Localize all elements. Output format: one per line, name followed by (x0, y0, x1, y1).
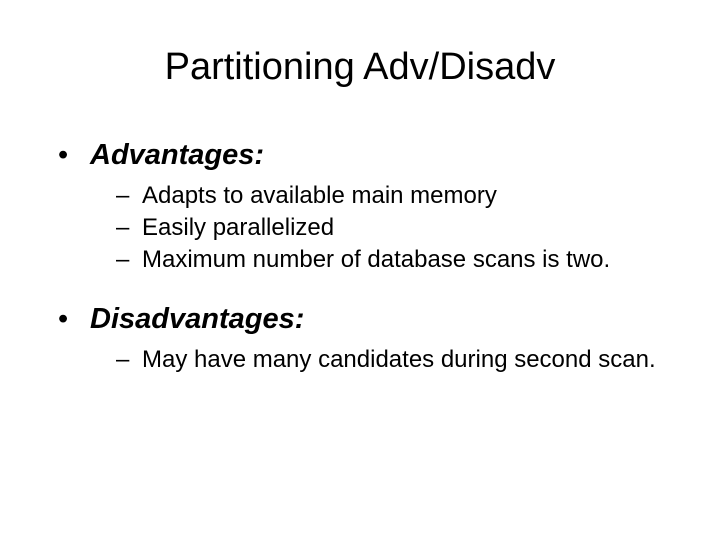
advantages-list (58, 180, 698, 276)
dash-icon: – (116, 214, 130, 241)
list-item (116, 212, 698, 244)
advantage-text: Maximum number of database scans is two. (142, 246, 611, 273)
dash-icon: – (116, 182, 130, 209)
advantage-text: Adapts to available main memory (142, 182, 497, 209)
list-item (116, 180, 698, 212)
dash-icon: – (116, 346, 130, 373)
advantages-label: Advantages: (90, 139, 265, 171)
disadvantages-label: Disadvantages: (90, 303, 305, 335)
disadvantages-section (58, 300, 698, 376)
slide-title: Partitioning Adv/Disadv (164, 46, 556, 88)
advantage-text: Easily parallelized (142, 214, 335, 241)
advantages-section (58, 136, 698, 276)
list-item (116, 344, 698, 376)
list-item (116, 244, 698, 276)
disadvantages-heading (58, 300, 698, 338)
advantages-heading (58, 136, 698, 174)
disadvantages-list (58, 344, 698, 376)
disadvantage-text: May have many candidates during second scan. (142, 346, 656, 373)
dash-icon: – (116, 246, 130, 273)
bullet-icon: • (58, 139, 69, 171)
bullet-icon: • (58, 303, 69, 335)
